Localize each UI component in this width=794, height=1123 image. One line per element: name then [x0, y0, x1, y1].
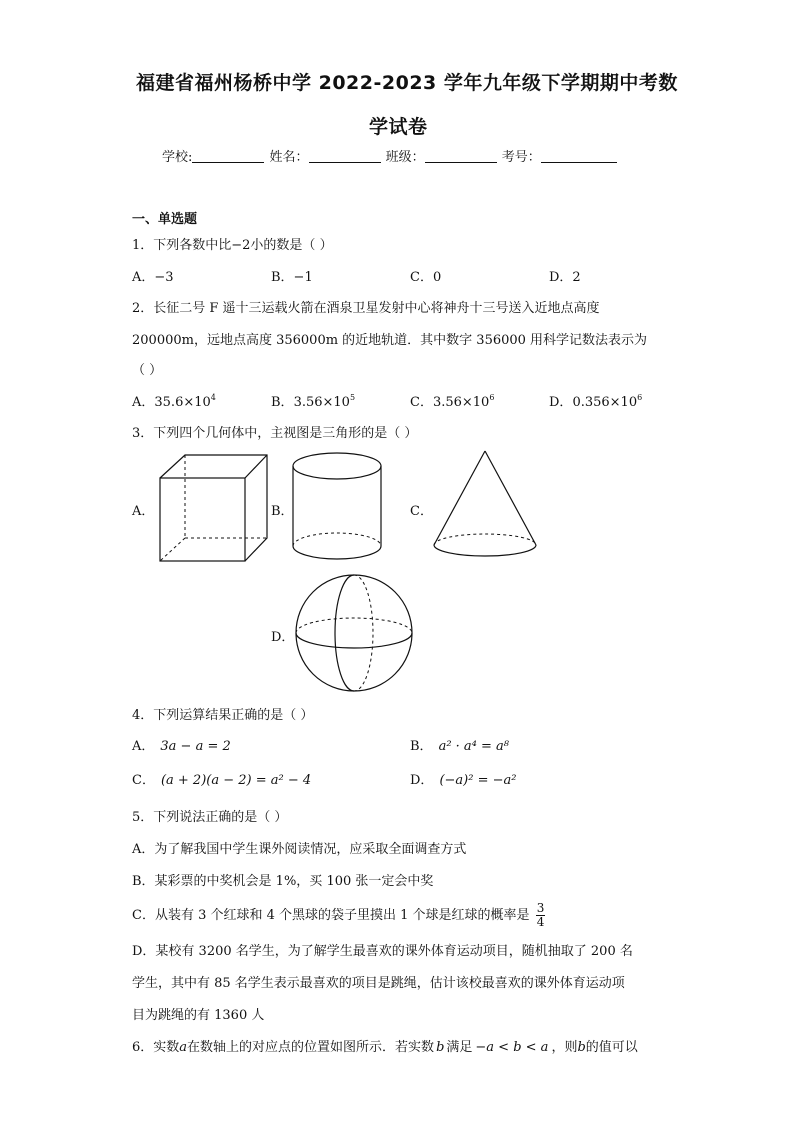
q2-option-b: B．$3.56\times 10^5$ — [271, 393, 356, 410]
q1-stem: 1．下列各数中比−2小的数是（ ） — [132, 238, 333, 253]
school-blank[interactable] — [192, 148, 264, 163]
class-blank[interactable] — [425, 148, 497, 163]
q4-option-b: B． a² · a⁴ = a⁸ — [410, 739, 510, 754]
q6-stem: 6．实数a在数轴上的对应点的位置如图所示．若实数 b 满足 −a < b < a ，则b的值可以 — [132, 1040, 638, 1055]
q2-option-a: A．$35.6\times 10^4$ — [132, 393, 216, 410]
q2-line3: （ ） — [132, 363, 163, 378]
q2-option-c: C．$3.56\times 10^6$ — [410, 393, 495, 410]
q2-option-d: D．$0.356\times 10^6$ — [549, 393, 643, 410]
q4-stem: 4．下列运算结果正确的是（ ） — [132, 708, 314, 723]
q2-line2: 200000m，远地点高度 356000m 的近地轨道．其中数字 356000 用科学记数法表示为 — [132, 333, 648, 348]
section-title: 一、单选题 — [132, 212, 198, 227]
q5-option-a: A．为了解我国中学生课外阅读情况，应采取全面调查方式 — [132, 842, 467, 857]
cylinder-icon — [290, 450, 385, 570]
probability-fraction: $\frac{3}{4}$ — [536, 901, 545, 929]
name-label: 姓名： — [269, 150, 309, 165]
q2-line1: 2．长征二号 F 遥十三运载火箭在酒泉卫星发射中心将神舟十三号送入近地点高度 — [132, 301, 600, 316]
name-blank[interactable] — [309, 148, 381, 163]
q5-option-b: B．某彩票的中奖机会是 1%，买 100 张一定会中奖 — [132, 874, 434, 889]
school-label: 学校: — [162, 150, 193, 165]
q5-option-d-line1: D．某校有 3200 名学生，为了解学生最喜欢的课外体育运动项目，随机抽取了 200 名 — [132, 944, 633, 959]
q3-stem: 3．下列四个几何体中，主视图是三角形的是（ ） — [132, 426, 418, 441]
exam-number-blank[interactable] — [541, 148, 617, 163]
cone-icon — [430, 448, 540, 563]
q4-option-c: C． (a + 2)(a − 2) = a² − 4 — [132, 773, 312, 788]
q1-option-c: C．0 — [410, 270, 442, 285]
q1-option-a: A．−3 — [132, 270, 174, 285]
sphere-icon — [292, 571, 416, 695]
student-info-row — [162, 146, 617, 165]
q3-option-b-label: B． — [271, 504, 294, 519]
q3-option-c-label: C． — [410, 504, 433, 519]
q3-option-a-label: A． — [132, 504, 155, 519]
q4-option-d: D． (−a)² = −a² — [410, 773, 517, 788]
q5-stem: 5．下列说法正确的是（ ） — [132, 810, 288, 825]
exam-title-line1: 福建省福州杨桥中学 2022-2023 学年九年级下学期期中考数 — [136, 72, 678, 94]
q3-option-d-label: D． — [271, 630, 295, 645]
q5-option-c: C．从装有 3 个红球和 4 个黑球的袋子里摸出 1 个球是红球的概率是 $\frac{3}{4}$ — [132, 901, 545, 929]
q4-option-a: A． 3a − a = 2 — [132, 739, 231, 754]
cube-icon — [150, 450, 270, 565]
q1-option-d: D．2 — [549, 270, 581, 285]
class-label: 班级： — [385, 150, 425, 165]
q1-option-b: B．−1 — [271, 270, 313, 285]
exam-title-line2: 学试卷 — [369, 116, 428, 138]
exam-number-label: 考号： — [501, 150, 541, 165]
q5-option-d-line2: 学生，其中有 85 名学生表示最喜欢的项目是跳绳，估计该校最喜欢的课外体育运动项 — [132, 976, 625, 991]
q5-option-d-line3: 目为跳绳的有 1360 人 — [132, 1008, 265, 1023]
